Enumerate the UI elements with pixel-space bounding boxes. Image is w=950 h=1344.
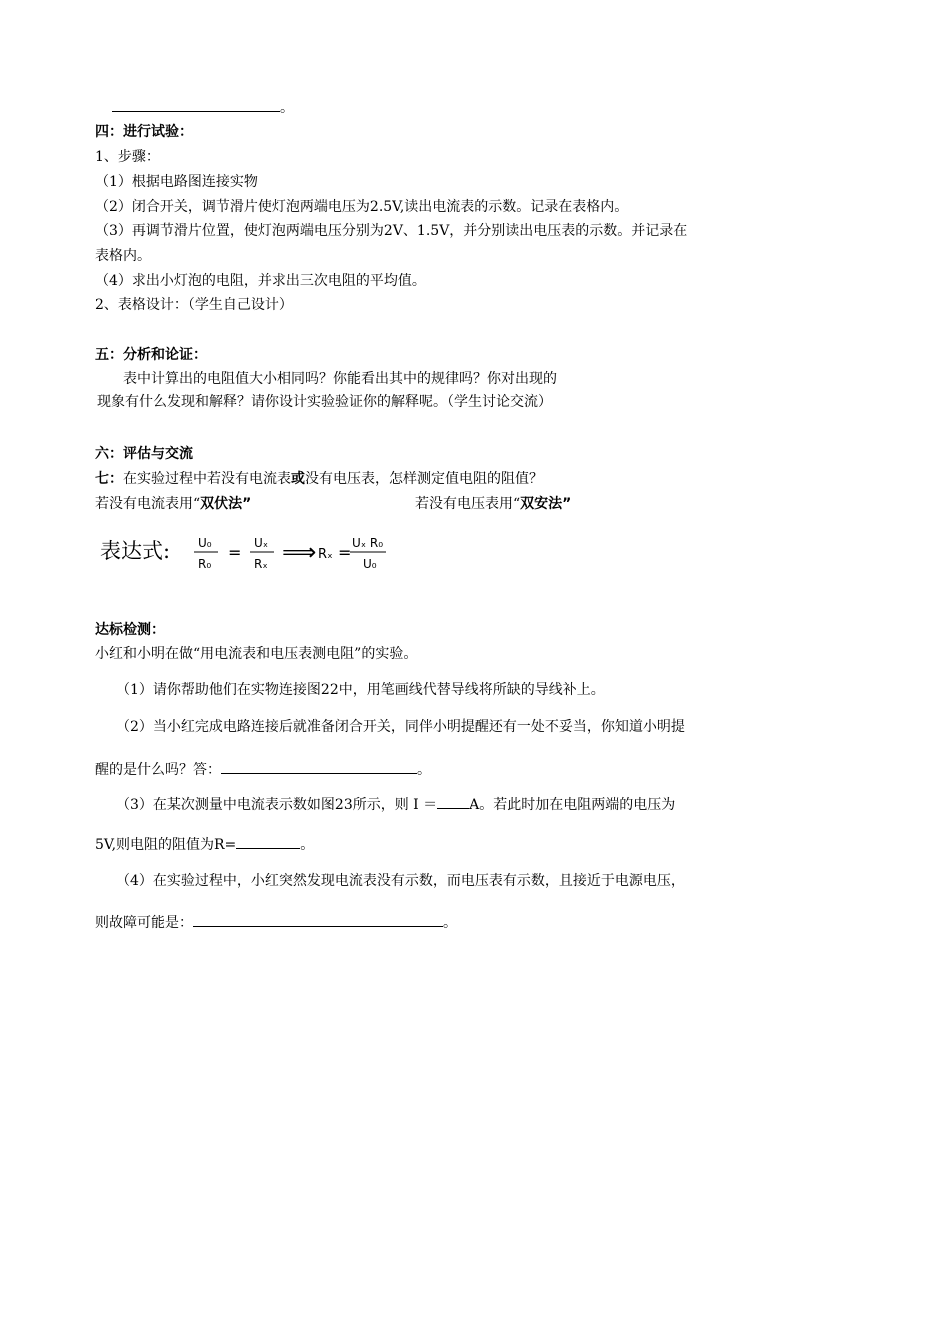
equals-sign: = [228, 543, 242, 562]
fault-blank[interactable] [193, 912, 443, 927]
fraction-2-denominator: Rₓ [254, 557, 268, 571]
step-3: （3）再调节滑片位置，使灯泡两端电压分别为2V、1.5V，并分别读出电压表的示数。并记录在 [95, 223, 688, 239]
answer-blank[interactable] [221, 759, 417, 774]
question-1: （1）请你帮助他们在实物连接图22中，用笔画线代替导线将所缺的导线补上。 [116, 682, 605, 698]
steps-label: 1、步骤： [95, 149, 160, 165]
step-4: （4）求出小灯泡的电阻，并求出三次电阻的平均值。 [95, 273, 426, 289]
question-2-answer: 醒的是什么吗？答： 。 [95, 759, 431, 780]
fraction-1-denominator: R₀ [198, 557, 212, 571]
resistance-blank[interactable] [236, 834, 300, 849]
blank-line[interactable] [112, 97, 280, 112]
equals-sign: = [338, 543, 352, 562]
fraction-2-numerator: Uₓ [254, 536, 269, 550]
step-2: （2）闭合开关，调节滑片使灯泡两端电压为2.5V,读出电流表的示数。记录在表格内。 [95, 199, 629, 215]
resistance-formula [100, 528, 420, 576]
formula-label: 表达式: [100, 539, 171, 563]
analysis-paragraph-1: 表中计算出的电阻值大小相同吗？你能看出其中的规律吗？你对出现的 [123, 371, 557, 387]
fraction-1-numerator: U₀ [198, 536, 212, 550]
question-3-cont: 5V,则电阻的阻值为R= 。 [95, 834, 314, 855]
check-intro: 小红和小明在做“用电流表和电压表测电阻”的实验。 [95, 646, 418, 662]
check-title: 达标检测： [95, 622, 165, 638]
question-3: （3）在某次测量中电流表示数如图23所示，则 I ＝ A。若此时加在电阻两端的电压为 [116, 794, 675, 815]
formula-lhs: Rₓ [318, 547, 333, 562]
fraction-3-denominator: U₀ [363, 557, 377, 571]
section-6-title: 六：评估与交流 [95, 446, 193, 462]
answer-line-top: 。 [112, 97, 294, 118]
fraction-3-numerator: Uₓ R₀ [352, 536, 384, 550]
section-4-title: 四：进行试验： [95, 124, 193, 140]
step-3-cont: 表格内。 [95, 248, 151, 264]
no-ammeter-method: 若没有电流表用“双伏法” [95, 496, 252, 512]
question-2: （2）当小红完成电路连接后就准备闭合开关，同伴小明提醒还有一处不妥当，你知道小明提 [116, 719, 685, 735]
current-blank[interactable] [437, 794, 469, 809]
table-design: 2、表格设计：（学生自己设计） [95, 297, 293, 313]
section-5-title: 五：分析和论证： [95, 347, 207, 363]
no-voltmeter-method: 若没有电压表用“双安法” [415, 496, 572, 512]
question-4: （4）在实验过程中，小红突然发现电流表没有示数，而电压表有示数，且接近于电源电压， [116, 873, 685, 889]
question-4-answer: 则故障可能是： 。 [95, 912, 457, 933]
section-7-question: 七：在实验过程中若没有电流表或没有电压表，怎样测定值电阻的阻值？ [95, 471, 543, 487]
analysis-paragraph-2: 现象有什么发现和解释？请你设计实验验证你的解释呢。（学生讨论交流） [97, 394, 552, 410]
implies-arrow-icon: ⟹ [282, 538, 317, 566]
step-1: （1）根据电路图连接实物 [95, 174, 258, 190]
